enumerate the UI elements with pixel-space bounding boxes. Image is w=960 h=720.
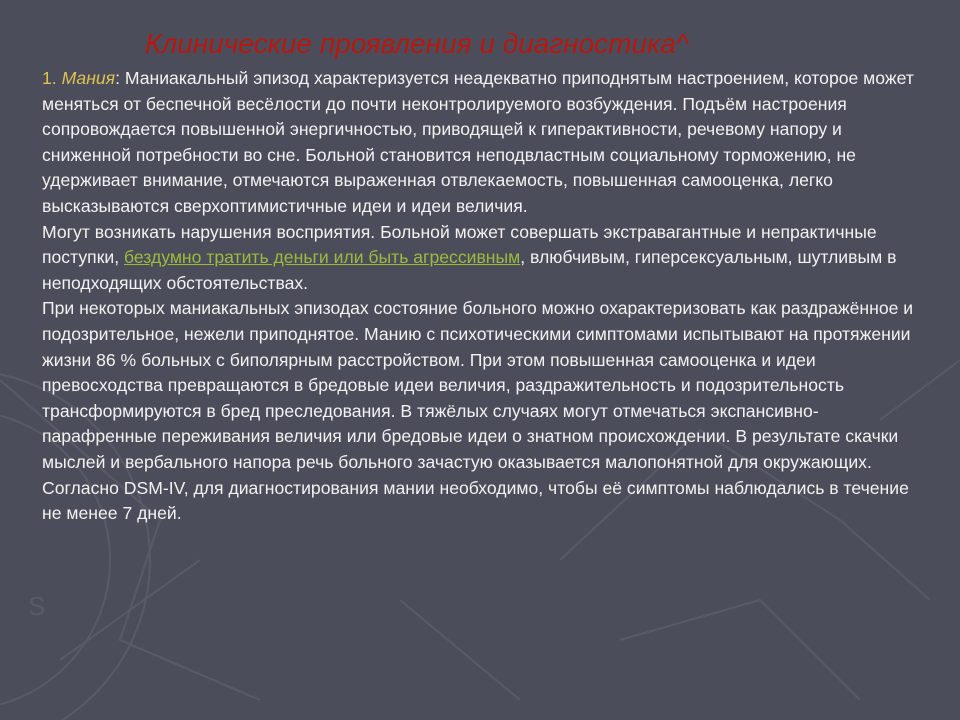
paragraph-perception (42, 220, 932, 297)
paragraph-perception-before: Могут возникать нарушения восприятия. Больной может совершать экстравагантные и непрактичные поступки, (42, 221, 877, 268)
paragraph-perception-after: , влюбчивым, гиперсексуальным, шутливым в неподходящих обстоятельствах. (42, 247, 897, 293)
compass-letter-s: S (28, 591, 46, 621)
paragraph-mania (42, 66, 932, 220)
list-number: 1. (42, 68, 62, 88)
paragraph-mania-text: : Маниакальный эпизод характеризуется неадекватно приподнятым настроением, которое может меняться от беспечной весёлости до почти неконтролируемого возбуждения. Подъём настроения сопровождается повышенной энергичностью, приводящей к гиперактивности, речевому напору и сниженной потребности во сне. Больной становится неподвластным социальному торможению, не удерживает внимание, отмечаются выраженная отвлекаемость, повышенная самооценка, легко высказываются сверхоптимистичные идеи и идеи величия. (42, 68, 914, 216)
paragraph-psychotic: При некоторых маниакальных эпизодах состояние больного можно охарактеризовать как раздражённое и подозрительное, нежели приподнятое. Манию с психотическими симптомами испытывают на протяжении жизни 86 % больных с биполярным расстройством. При этом повышенная самооценка и идеи превосходства превращаются в бредовые идеи величия, раздражительность и подозрительность трансформируются в бред преследования. В тяжёлых случаях могут отмечаться экспансивно-парафренные переживания величия или бредовые идеи о знатном происхождении. В результате скачки мыслей и вербального напора речь больного зачастую оказывается малопонятной для окружающих. Согласно DSM-IV, для диагностирования мании необходимо, чтобы её симптомы наблюдались в течение не менее 7 дней. (42, 298, 914, 524)
slide-title: Клинические проявления и диагностика^ (145, 28, 689, 59)
slide-body (42, 66, 932, 527)
hyperlink-spend-money[interactable]: бездумно тратить деньги или быть агрессивным (124, 247, 521, 268)
term-mania: Мания (61, 68, 116, 88)
